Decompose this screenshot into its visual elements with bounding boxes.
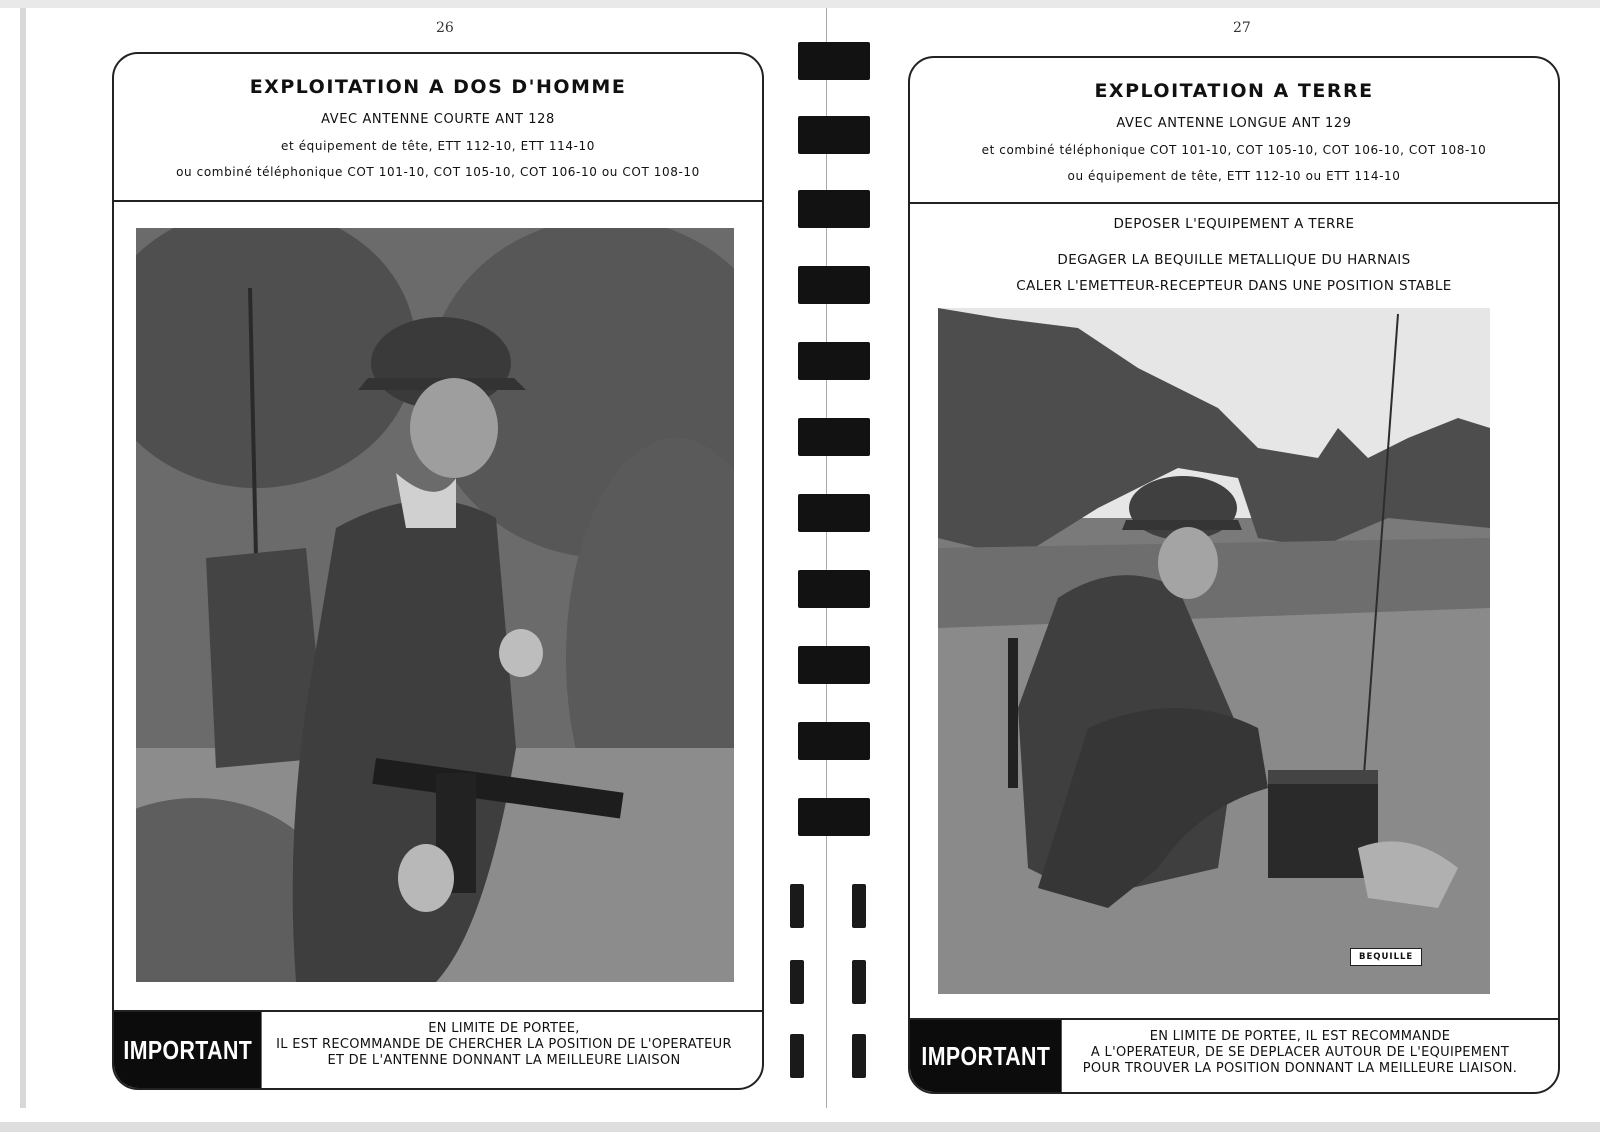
instruction-line: DEPOSER L'EQUIPEMENT A TERRE — [1113, 216, 1355, 232]
right-subtitle-line: et combiné téléphonique COT 101-10, COT 105-10, COT 106-10, COT 108-10 — [981, 143, 1487, 157]
right-page-header — [910, 58, 1558, 184]
important-line: EN LIMITE DE PORTEE, IL EST RECOMMANDE — [1149, 1029, 1451, 1044]
scan-edge — [0, 0, 1600, 8]
left-page-header — [114, 54, 762, 180]
left-subtitle-line: AVEC ANTENNE COURTE ANT 128 — [321, 112, 555, 127]
important-label: IMPORTANT — [910, 1020, 1062, 1092]
left-subtitle-line: et équipement de tête, ETT 112-10, ETT 114-10 — [281, 139, 595, 153]
important-message — [264, 1021, 744, 1069]
page-gutter — [826, 8, 827, 1108]
instruction-line: DEGAGER LA BEQUILLE METALLIQUE DU HARNAIS — [1057, 252, 1411, 268]
important-line: POUR TROUVER LA POSITION DONNANT LA MEILLEURE LIAISON. — [1082, 1061, 1518, 1076]
header-divider — [114, 200, 762, 202]
important-message — [1060, 1029, 1540, 1077]
important-line: ET DE L'ANTENNE DONNANT LA MEILLEURE LIAISON — [327, 1053, 681, 1068]
left-subtitle-line: ou combiné téléphonique COT 101-10, COT 105-10, COT 106-10 ou COT 108-10 — [176, 165, 700, 179]
important-line: EN LIMITE DE PORTEE, — [428, 1021, 580, 1036]
page-number-left: 26 — [436, 20, 454, 36]
important-line: A L'OPERATEUR, DE SE DEPLACER AUTOUR DE L'EQUIPEMENT — [1090, 1045, 1510, 1060]
instruction-line: CALER L'EMETTEUR-RECEPTEUR DANS UNE POSITION STABLE — [1016, 278, 1452, 294]
page-number-right: 27 — [1233, 20, 1251, 36]
right-subtitle-line: ou équipement de tête, ETT 112-10 ou ETT 114-10 — [1067, 169, 1401, 183]
right-page-panel — [908, 56, 1560, 1094]
right-page-title: EXPLOITATION A TERRE — [1094, 80, 1374, 102]
scan-edge — [20, 8, 26, 1108]
important-line: IL EST RECOMMANDE DE CHERCHER LA POSITION DE L'OPERATEUR — [276, 1037, 732, 1052]
important-notice — [114, 1010, 762, 1088]
header-divider — [910, 202, 1558, 204]
important-label: IMPORTANT — [114, 1012, 262, 1088]
soldier-standing-photo — [136, 228, 734, 982]
soldier-kneeling-photo — [938, 308, 1490, 994]
bequille-photo-label: BEQUILLE — [1350, 948, 1422, 966]
important-notice — [910, 1018, 1558, 1092]
scan-edge — [0, 1122, 1600, 1132]
left-page-panel — [112, 52, 764, 1090]
right-subtitle-line: AVEC ANTENNE LONGUE ANT 129 — [1116, 116, 1352, 131]
left-page-title: EXPLOITATION A DOS D'HOMME — [249, 76, 627, 98]
